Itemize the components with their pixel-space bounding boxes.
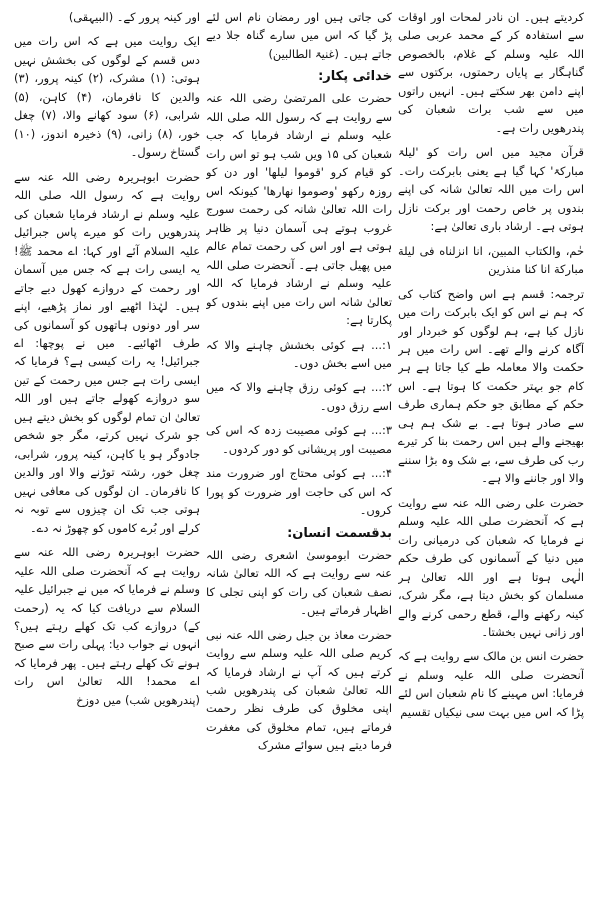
paragraph: قرآن مجید میں اس رات کو 'لیلۃ مبارکۃ' کہا گیا ہے یعنی بابرکت رات۔ اس رات میں اللہ تعالیٰ شانہ کی اپنے بندوں پر خاص رحمت اور برکت نازل ہوتی ہے۔ ارشاد باری تعالیٰ ہے: — [398, 145, 584, 234]
column-right — [398, 8, 584, 914]
paragraph: کی جاتی ہیں اور رمضان نام اس لئے پڑ گیا کہ اس میں سارے گناہ جلا دیے جاتے ہیں۔ (غنیۃ الطالبین) — [206, 10, 392, 61]
paragraph: ایک روایت میں ہے کہ اس رات میں دس قسم کے لوگوں کی بخشش نہیں ہوتی: (۱) مشرک، (۲) کینہ پرور، (۳) والدین کا نافرمان، (۴) کاہن، (۵) شرابی، (۶) سود کھانے والا، (۷) چغل خور، (۸) زانی، (۹) ذخیرہ اندوز، (۱۰) گستاخ رسول۔ — [14, 34, 200, 160]
column-left — [14, 8, 200, 914]
list-item: ۱:... ہے کوئی بخشش چاہنے والا کہ میں اسے بخش دوں۔ — [206, 337, 392, 370]
list-item: ۳:... ہے کوئی مصیبت زدہ کہ اس کی مصیبت اور پریشانی کو دور کردوں۔ — [206, 423, 392, 456]
verse-arabic: حٰم، والکتاب المبین، انا انزلناه فی لیلة مبارکة انا کنا منذرین — [398, 243, 584, 277]
paragraph: حضرت ابوموسیٰ اشعری رضی اللہ عنہ سے روایت ہے کہ اللہ تعالیٰ شانہ نصف شعبان کی رات کو اپنی تجلی کا اظہار فرماتے ہیں۔ — [206, 547, 392, 618]
paragraph: ترجمہ: قسم ہے اس واضح کتاب کی کہ ہم نے اس کو ایک بابرکت رات میں نازل کیا ہے، ہم لوگوں کو خبردار اور آگاہ کرنے والے تھے۔ اس رات میں ہر حکمت والا معاملہ طے کیا جاتا ہے ہر کام جو بہتر حکمت کا ہوتا ہے۔ اس حکم کے مطابق جو حکم ہماری طرف سے صادر ہوتا ہے۔ بے شک ہم ہی بھیجنے والے ہیں اس رحمت بنا کر تیرے رب کی طرف سے، بے شک وہ بڑا سننے والا اور جاننے والا ہے۔ — [398, 286, 584, 486]
section-heading: خدائی پکار: — [318, 69, 392, 85]
paragraph: حضرت علی رضی اللہ عنہ سے روایت ہے کہ آنحضرت صلی اللہ علیہ وسلم نے فرمایا کہ شعبان کی درمیانی رات میں دنیا کے آسمانوں کی طرف حکم الٰہی ہوتا ہے اور اللہ تعالیٰ ہر مسلمان کو بخش دیتا ہے، مگر شرک، کینہ رکھنے والے، قطع رحمی کرنے والے اور زانی نہیں بخشتا۔ — [398, 495, 584, 639]
list-item: ۴:... ہے کوئی محتاج اور ضرورت مند کہ اس کی حاجت اور ضرورت کو پورا کروں۔ — [206, 466, 392, 518]
paragraph: حضرت ابوہریرہ رضی اللہ عنہ سے روایت ہے کہ رسول اللہ صلی اللہ علیہ وسلم نے ارشاد فرمایا شعبان کی پندرھویں رات کو میرے پاس جبرائیل علیہ السلام آئے اور کہا: اے محمد ﷺ! یہ ایسی رات ہے کہ جس میں آسمان اور رحمت کے دروازے کھول دیے جاتے ہیں۔ لہٰذا اٹھیے اور نماز پڑھیے، اپنے سر اور دونوں ہاتھوں کو آسمانوں کی طرف اٹھائیے۔ میں نے پوچھا: اے جبرائیل! یہ رات کیسی ہے؟ فرمایا کہ ایسی رات ہے جس میں رحمت کے تین سو دروازے کھولے جاتے ہیں اور اللہ تعالیٰ ان تمام لوگوں کو بخش دیتے ہیں جو شرک نہیں کرتے، مگر جو شخص جادوگر ہو یا کاہن، کینہ پرور، شرابی، چغل خور، رشتہ توڑنے والا اور والدین کا نافرمان۔ ان لوگوں کی معافی نہیں ہوتی جب تک ان چیزوں سے توبہ نہ کرلے اور بُرے کاموں کو چھوڑ نہ دے۔ — [14, 169, 200, 535]
section-heading: بدقسمت انسان: — [287, 525, 392, 541]
list-item: ۲:... ہے کوئی رزق چاہنے والا کہ میں اسے رزق دوں۔ — [206, 380, 392, 413]
paragraph: اور کینہ پرور کے۔ (البیہقی) — [68, 10, 200, 24]
paragraph: حضرت علی المرتضیٰ رضی اللہ عنہ سے روایت ہے کہ رسول اللہ صلی اللہ علیہ وسلم نے ارشاد فرمایا کہ جب شعبان کی ۱۵ ویں شب ہو تو اس رات کو قیام کرو 'قوموا لیلھا' اور دن کو روزہ رکھو 'وصوموا نھارھا' کیونکہ اس رات اللہ تعالیٰ شانہ کی رحمت سورج غروب ہوتے ہی آسمان دنیا پر ظاہر ہوتی ہے اور اس کی رحمت تمام عالم میں پھیل جاتی ہے۔ آنحضرت صلی اللہ علیہ وسلم نے ارشاد فرمایا کہ اللہ تعالیٰ شانہ اس رات میں اپنے بندوں کو پکارتا ہے: — [206, 91, 392, 328]
paragraph: حضرت ابوہریرہ رضی اللہ عنہ سے روایت ہے کہ آنحضرت صلی اللہ علیہ وسلم نے فرمایا کہ میں نے جبرائیل علیہ السلام سے دریافت کیا کہ یہ (رحمت کے) دروازے کب تک کھلے رہتے ہیں؟ انہوں نے جواب دیا: پہلی رات سے صبح ہونے تک کھلے رہتے ہیں۔ پھر فرمایا کہ اے محمد! اللہ تعالیٰ اس رات (پندرھویں شب) میں دوزخ — [14, 545, 200, 707]
column-middle — [206, 8, 392, 914]
paragraph: حضرت معاذ بن جبل رضی اللہ عنہ نبی کریم صلی اللہ علیہ وسلم سے روایت کرتے ہیں کہ آپ نے ارشاد فرمایا کہ اللہ تعالیٰ شعبان کی پندرھویں شب اپنی مخلوق کی طرف نظر رحمت فرماتے ہیں، تمام مخلوق کی مغفرت فرما دیتے ہیں سوائے مشرک — [206, 627, 392, 753]
paragraph: کردیتے ہیں۔ ان نادر لمحات اور اوقات سے استفادہ کر کے محمد عربی صلی اللہ علیہ وسلم کے غلام، بالخصوص گناہگار بے پایاں رحمتوں، برکتوں سے اپنے دامن بھر سکتے ہیں۔ انہیں راتوں میں سے شب برات شعبان کی پندرھویں رات ہے۔ — [398, 10, 584, 135]
paragraph: حضرت انس بن مالک سے روایت ہے کہ آنحضرت صلی اللہ علیہ وسلم نے فرمایا: اس مہینے کا نام شعبان اس لئے پڑا کہ اس میں بہت سی نیکیاں تقسیم — [398, 649, 584, 719]
